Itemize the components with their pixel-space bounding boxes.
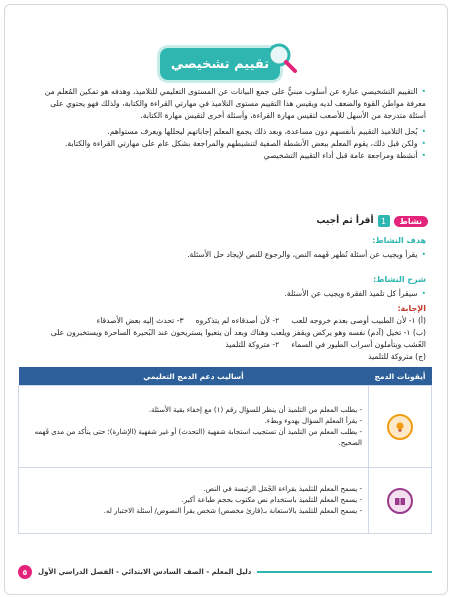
lightbulb-icon bbox=[387, 414, 413, 440]
list-item: - يسمح المعلم للتلميذ بالاستعانة بـ(قارئ مخصص) شخص يقرأ النصوص/ أسئلة الاختبار له. bbox=[103, 507, 362, 515]
list-item: - يطلب المعلم من التلميذ أن ينظر للسؤال رقم (١) مع إخفاء بقية الأسئلة. bbox=[148, 405, 362, 414]
answer-line: العُشب ويتأملون أسراب الطيور في السماء ٢- متروكة للتلميذ bbox=[225, 340, 426, 349]
table-row bbox=[19, 386, 432, 468]
intro-paragraph bbox=[22, 86, 426, 122]
book-icon bbox=[387, 488, 413, 514]
intro-line: معرفة مواطن القوة والضعف لديه ويقيس هذا التقييم مستوى التلاميذ في مهارتي القراءة والكتابة، ولذلك فهو يحتوي على bbox=[50, 99, 426, 108]
answer-section bbox=[22, 304, 426, 363]
table-row bbox=[19, 468, 432, 534]
list-item: - يطلب المعلم من التلميذ أن تستجيب استجابة شفهية (التحدث) أو غير شفهية (الإشارة)؛ حتى يتأكد من مدى فَهمه الصحيح. bbox=[34, 427, 362, 447]
answer-line: (ج) متروكة للتلميذ bbox=[368, 352, 426, 361]
footer-text: دليل المعلم - الصف السادس الابتدائي - الفصل الدراسي الأول bbox=[38, 568, 252, 576]
intro-line: التقييم التشخيصي عبارة عن أسلوب مبنيٌّ على جمع البيانات عن المستوى التعليمي للتلاميذ، وهدفه هو تمكين المُعلم من bbox=[44, 87, 418, 96]
integration-table bbox=[18, 367, 432, 534]
col-header-styles: أساليب دعم الدمج التعليمي bbox=[19, 367, 369, 386]
goal-heading: هدف النشاط: bbox=[372, 236, 426, 245]
footer-divider bbox=[257, 571, 432, 573]
section-title: تقييم تشخيصي bbox=[170, 56, 270, 72]
explain-heading: شرح النشاط: bbox=[372, 275, 426, 284]
bullet-list bbox=[22, 126, 426, 162]
goal-text: • يقرأ ويجيب عن أسئلة تُظهر فَهمه النص، والرجوع للنص لإيجاد حل الأسئلة. bbox=[22, 249, 426, 261]
list-item: • يُحل التلاميذ التقييم بأنفسهم دون مساعدة، وبعد ذلك يجمع المعلم إجاباتهم ليحللها ويعرف مستواهم. bbox=[22, 126, 426, 138]
activity-header bbox=[316, 213, 428, 229]
answer-heading: الإجابة: bbox=[397, 304, 426, 313]
magnifier-icon bbox=[264, 40, 298, 74]
col-header-icons: أيقونات الدمج bbox=[369, 367, 432, 386]
activity-label: نشاط bbox=[394, 216, 428, 227]
answer-line: (أ) ١- لأن الطبيب أوصى بعدم خروجه للعب ٢- لأن أصدقاءه لم يتذكروه ٣- تحدث إليه بعض الأصدقاء bbox=[96, 316, 426, 325]
explain-text: • سيقرأ كل تلميذ الفقرة ويجيب عن الأسئلة. bbox=[22, 288, 426, 300]
section-title-badge bbox=[160, 48, 280, 80]
page-number: ٥ bbox=[18, 565, 32, 579]
intro-line: أسئلة متدرجة من الأسهل للأصعب لتقيس مهارة القراءة، وأسئلة أخرى لتقيس مهارة الكتابة. bbox=[140, 111, 426, 120]
activity-title: أقرأ ثم أجيب bbox=[316, 216, 374, 226]
explain-section bbox=[22, 275, 426, 300]
list-item: - يسمح المعلم للتلميذ بقراءة الجُمَل الرئيسة في النص. bbox=[203, 485, 362, 493]
answer-line: (ب) ١- تخيل (آدم) نفسه وهو يركض ويقفز ويلعب وهناك وبعد أن يتعبوا يستريحون عند البُحيرة الساحرة ويستخبرون على bbox=[50, 328, 426, 337]
list-item: • أنشطة ومراجعة عامة قبل أداء التقييم التشخيصي bbox=[22, 150, 426, 162]
list-item: - يقرأ المعلم السؤال بهدوء وبطء. bbox=[264, 416, 362, 425]
list-item: • ولكن قبل ذلك، يقوم المعلم ببعض الأنشطة الصفية لتنشيطهم والمراجعة بشكل عام على مهارتي القراءة والكتابة. bbox=[22, 138, 426, 150]
activity-number: 1 bbox=[378, 215, 390, 227]
goal-section bbox=[22, 236, 426, 261]
page-footer bbox=[18, 565, 432, 579]
list-item: - يسمح المعلم للتلميذ باستخدام نص مكتوب بحجم طباعة أكبر. bbox=[181, 496, 362, 504]
